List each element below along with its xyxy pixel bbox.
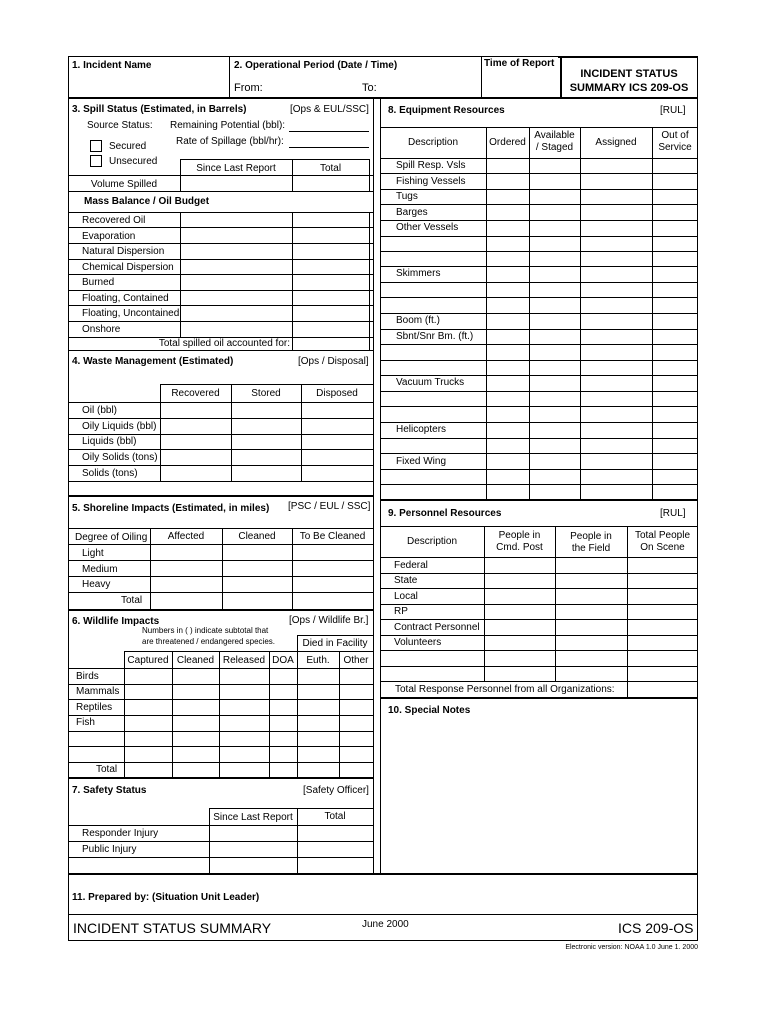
shoreline-title: 5. Shoreline Impacts (Estimated, in miles) <box>72 503 270 514</box>
spill-tag: [Ops & EUL/SSC] <box>290 104 369 115</box>
total-response-label: Total Response Personnel from all Organizations: <box>395 684 615 695</box>
wildlife-col: Released <box>222 655 266 666</box>
personnel-row: RP <box>394 606 408 617</box>
wildlife-note2: are threatened / endangered species. <box>142 637 275 646</box>
from-label: From: <box>234 82 263 94</box>
remaining-potential-label: Remaining Potential (bbl): <box>170 120 286 131</box>
shoreline-row: Light <box>82 548 104 559</box>
safety-tag: [Safety Officer] <box>303 785 369 796</box>
equipment-col-out: Service <box>658 142 692 153</box>
equipment-item: Sbnt/Snr Bm. (ft.) <box>396 331 474 342</box>
spill-title: 3. Spill Status (Estimated, in Barrels) <box>72 104 247 115</box>
waste-row: Oily Solids (tons) <box>82 452 158 463</box>
spill-since-last-report: Since Last Report <box>196 163 276 174</box>
equipment-item: Tugs <box>396 191 418 202</box>
spill-total: Total <box>319 163 342 174</box>
wildlife-col: Captured <box>127 655 169 666</box>
unsecured-checkbox[interactable] <box>90 155 102 167</box>
personnel-row: Federal <box>394 560 428 571</box>
equipment-item: Spill Resp. Vsls <box>396 160 466 171</box>
wildlife-row: Fish <box>76 717 95 728</box>
footer-title: INCIDENT STATUS SUMMARY <box>73 920 272 936</box>
wildlife-row: Mammals <box>76 686 120 697</box>
equipment-col-available: / Staged <box>535 142 574 153</box>
waste-col: Stored <box>251 388 281 399</box>
shoreline-col: To Be Cleaned <box>299 531 366 542</box>
wildlife-title: 6. Wildlife Impacts <box>72 616 160 627</box>
waste-col: Recovered <box>171 388 220 399</box>
personnel-col-description: Description <box>406 536 458 547</box>
volume-spilled-label: Volume Spilled <box>90 179 158 190</box>
personnel-col-field: People in <box>570 531 612 542</box>
safety-row: Responder Injury <box>82 828 159 839</box>
shoreline-tag: [PSC / EUL / SSC] <box>288 501 371 512</box>
source-status-label: Source Status: <box>87 120 153 131</box>
wildlife-row: Reptiles <box>76 702 113 713</box>
footer-form-id: ICS 209-OS <box>618 920 694 936</box>
equipment-item: Helicopters <box>396 424 447 435</box>
total-accounted-label: Total spilled oil accounted for: <box>158 338 290 349</box>
personnel-col-cmd: People in <box>498 530 541 541</box>
op-period-label: 2. Operational Period (Date / Time) <box>234 60 398 71</box>
equipment-item: Barges <box>396 207 428 218</box>
personnel-row: State <box>394 575 418 586</box>
equipment-col-description: Description <box>407 137 459 148</box>
spill-row: Floating, Uncontained <box>82 308 180 319</box>
to-label: To: <box>362 82 377 94</box>
equipment-item: Fixed Wing <box>396 456 447 467</box>
personnel-tag: [RUL] <box>660 508 686 519</box>
equipment-item: Skimmers <box>396 268 441 279</box>
equipment-tag: [RUL] <box>660 105 686 116</box>
equipment-col-available: Available <box>534 130 575 141</box>
personnel-col-cmd: Cmd. Post <box>496 542 543 553</box>
secured-checkbox[interactable] <box>90 140 102 152</box>
waste-col: Disposed <box>316 388 358 399</box>
safety-title: 7. Safety Status <box>72 785 147 796</box>
equipment-item: Boom (ft.) <box>396 315 440 326</box>
personnel-col-total: On Scene <box>640 542 685 553</box>
prepared-by-label: 11. Prepared by: (Situation Unit Leader) <box>72 892 260 903</box>
wildlife-row: Birds <box>76 671 99 682</box>
waste-row: Solids (tons) <box>82 468 138 479</box>
personnel-col-total: Total People <box>634 530 691 541</box>
wildlife-note1: Numbers in ( ) indicate subtotal that <box>142 626 269 635</box>
personnel-row: Volunteers <box>394 637 442 648</box>
waste-tag: [Ops / Disposal] <box>298 356 369 367</box>
mass-balance-label: Mass Balance / Oil Budget <box>84 196 210 207</box>
shoreline-col: Cleaned <box>238 531 276 542</box>
equipment-item: Vacuum Trucks <box>396 377 465 388</box>
wildlife-col: Cleaned <box>176 655 215 666</box>
special-notes-title: 10. Special Notes <box>388 705 471 716</box>
wildlife-col: DOA <box>272 655 294 666</box>
form-title-line2: SUMMARY ICS 209-OS <box>569 82 689 94</box>
equipment-title: 8. Equipment Resources <box>388 105 505 116</box>
waste-row: Liquids (bbl) <box>82 436 137 447</box>
wildlife-tag: [Ops / Wildlife Br.] <box>289 615 369 626</box>
spill-row: Burned <box>82 277 115 288</box>
equipment-item: Fishing Vessels <box>396 176 466 187</box>
shoreline-row: Medium <box>82 564 118 575</box>
form-title-line1: INCIDENT STATUS <box>580 68 678 80</box>
unsecured-label: Unsecured <box>109 156 158 167</box>
shoreline-col: Degree of Oiling <box>75 532 148 543</box>
shoreline-total: Total <box>121 595 143 606</box>
personnel-row: Contract Personnel <box>394 622 480 633</box>
spill-row: Recovered Oil <box>82 215 146 226</box>
equipment-item: Other Vessels <box>396 222 459 233</box>
secured-label: Secured <box>109 141 147 152</box>
rate-of-spillage-label: Rate of Spillage (bbl/hr): <box>176 136 284 147</box>
waste-row: Oil (bbl) <box>82 405 118 416</box>
footer-date: June 2000 <box>362 919 409 930</box>
time-of-report-label: Time of Report <box>484 58 555 69</box>
spill-row: Natural Dispersion <box>82 246 165 257</box>
equipment-col-assigned: Assigned <box>595 137 637 148</box>
spill-row: Onshore <box>82 324 121 335</box>
shoreline-col: Affected <box>167 531 205 542</box>
shoreline-row: Heavy <box>82 579 111 590</box>
died-in-facility: Died in Facility <box>302 638 368 649</box>
electronic-version: Electronic version: NOAA 1.0 June 1. 2000 <box>565 944 698 951</box>
special-notes-area[interactable] <box>382 718 696 870</box>
safety-total: Total <box>324 811 346 822</box>
incident-name-label: 1. Incident Name <box>72 60 152 71</box>
personnel-col-field: the Field <box>571 543 611 554</box>
personnel-title: 9. Personnel Resources <box>388 508 502 519</box>
equipment-col-out: Out of <box>661 130 689 141</box>
waste-title: 4. Waste Management (Estimated) <box>72 356 234 367</box>
wildlife-total: Total <box>96 764 118 775</box>
safety-row: Public Injury <box>82 844 137 855</box>
waste-row: Oily Liquids (bbl) <box>82 421 157 432</box>
personnel-row: Local <box>394 591 418 602</box>
spill-row: Floating, Contained <box>82 293 169 304</box>
safety-since-last-report: Since Last Report <box>213 812 293 823</box>
spill-row: Evaporation <box>82 231 136 242</box>
wildlife-col: Euth. <box>306 655 330 666</box>
wildlife-col: Other <box>343 655 369 666</box>
equipment-col-ordered: Ordered <box>489 137 526 148</box>
spill-row: Chemical Dispersion <box>82 262 174 273</box>
